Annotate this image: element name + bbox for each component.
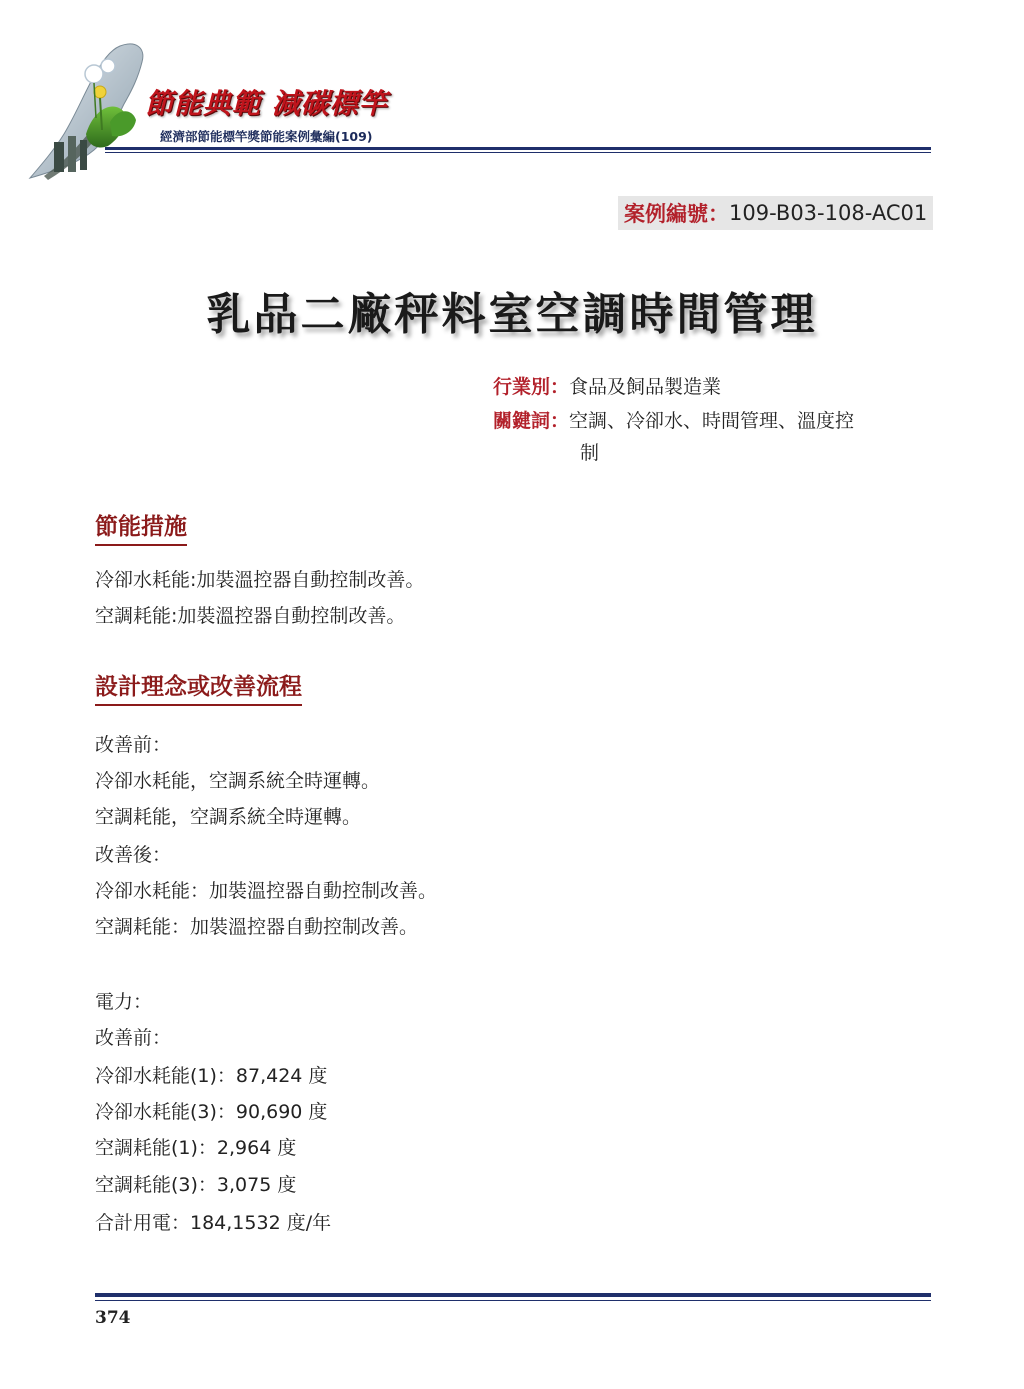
power-line: 合計用電：184,1532 度/年 xyxy=(95,1212,332,1234)
power-line: 空調耗能(3)：3,075 度 xyxy=(95,1174,297,1196)
header-rule-thin xyxy=(105,152,931,153)
keywords-row xyxy=(493,405,854,437)
footer-rule xyxy=(95,1293,931,1297)
measures-line: 冷卻水耗能:加裝溫控器自動控制改善。 xyxy=(95,569,425,591)
power-line: 空調耗能(1)：2,964 度 xyxy=(95,1137,297,1159)
power-line: 電力： xyxy=(95,991,153,1013)
case-number-label: 案例編號： xyxy=(624,202,729,226)
section-heading-measures: 節能措施 xyxy=(95,508,187,546)
design-line: 冷卻水耗能：加裝溫控器自動控制改善。 xyxy=(95,880,438,902)
header-rule xyxy=(105,147,931,150)
footer-rule-thin xyxy=(95,1300,931,1301)
power-line: 冷卻水耗能(1)：87,424 度 xyxy=(95,1065,328,1087)
section-heading-design: 設計理念或改善流程 xyxy=(95,668,302,706)
measures-line: 空調耗能:加裝溫控器自動控制改善。 xyxy=(95,605,406,627)
keywords-label: 關鍵詞： xyxy=(493,410,570,432)
keywords-value-line1: 空調、冷卻水、時間管理、溫度控 xyxy=(569,410,855,432)
design-line: 改善後： xyxy=(95,844,172,866)
design-line: 空調耗能：加裝溫控器自動控制改善。 xyxy=(95,916,419,938)
keywords-value-line2: 制 xyxy=(580,442,600,464)
case-number-value: 109-B03-108-AC01 xyxy=(729,201,928,225)
design-line: 空調耗能，空調系統全時運轉。 xyxy=(95,806,362,828)
case-number-box xyxy=(618,196,933,230)
logo-title: 節能典範 減碳標竿 xyxy=(145,87,388,120)
design-line: 冷卻水耗能，空調系統全時運轉。 xyxy=(95,770,381,792)
industry-value: 食品及飼品製造業 xyxy=(569,376,722,398)
power-line: 改善前： xyxy=(95,1027,172,1049)
design-line: 改善前： xyxy=(95,734,172,756)
power-line: 冷卻水耗能(3)：90,690 度 xyxy=(95,1101,328,1123)
logo-subtitle: 經濟部節能標竿獎節能案例彙編(109) xyxy=(160,129,373,144)
page-number: 374 xyxy=(95,1308,131,1328)
industry-row xyxy=(493,371,721,403)
page-title: 乳品二廠秤料室空調時間管理 xyxy=(206,289,818,340)
industry-label: 行業別： xyxy=(493,376,570,398)
